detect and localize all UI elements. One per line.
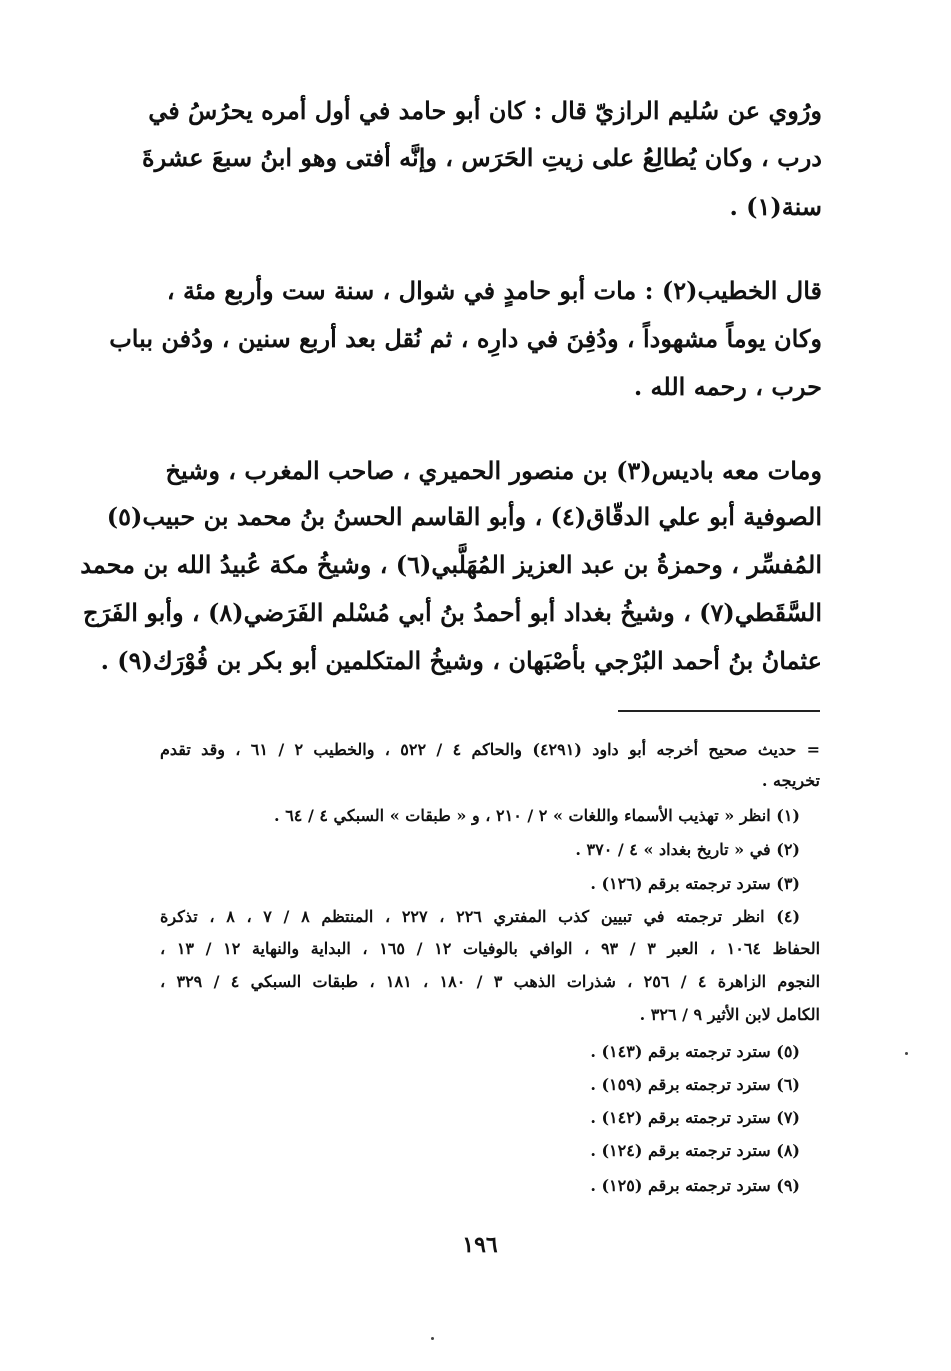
text-line: الصوفية أبو علي الدقّاق(٤) ، وأبو القاسم الحسنُ بنُ محمد بن حبيب(٥) <box>106 502 822 531</box>
text-line: وكان يوماً مشهوداً ، ودُفِنَ في دارِه ، ثم نُقل بعد أربع سنين ، ودُفن بباب <box>109 324 822 353</box>
text-line: السَّقَطي(٧) ، وشيخُ بغداد أبو أحمدُ بنُ أبي مُسْلم الفَرَضي(٨) ، وأبو الفَرَج <box>83 598 822 627</box>
footnote-line: تخريجه . <box>761 771 820 790</box>
footnote-line: (٣) سترد ترجمته برقم (١٢٦) . <box>590 874 800 893</box>
footnote-line: (٢) في « تاريخ بغداد » ٤ / ٣٧٠ . <box>575 840 800 859</box>
text-line: درب ، وكان يُطالِعُ على زيتِ الحَرَس ، وإنَّه أفتى وهو ابنُ سبعَ عشرةَ <box>142 143 822 172</box>
page-number: ١٩٦ <box>462 1232 498 1258</box>
footnote-line: النجوم الزاهرة ٤ / ٢٥٦ ، شذرات الذهب ٣ / ١٨٠ ، ١٨١ ، طبقات السبكي ٤ / ٣٢٩ ، <box>160 972 821 991</box>
text-line: قال الخطيب(٢) : مات أبو حامدٍ في شوال ، سنة ست وأربع مئة ، <box>166 276 822 305</box>
text-line: ورُوي عن سُليم الرازيّ قال : كان أبو حامد في أول أمره يحرُسُ في <box>148 96 822 125</box>
text-line: المُفسِّر ، وحمزةُ بن عبد العزيز المُهَلَّبي(٦) ، وشيخُ مكة عُبيدُ الله بن محمد <box>80 550 822 579</box>
footnote-line: (٨) سترد ترجمته برقم (١٢٤) . <box>590 1141 800 1160</box>
footnote-line: (٥) سترد ترجمته برقم (١٤٣) . <box>590 1042 800 1061</box>
text-line: عثمانُ بنُ أحمد البُرْجي بأصْبَهان ، وشيخُ المتكلمين أبو بكر بن فُوْرَك(٩) . <box>100 646 822 675</box>
scan-speck <box>431 1337 434 1340</box>
footnote-line: الحفاظ ١٠٦٤ ، العبر ٣ / ٩٣ ، الوافي بالوفيات ١٢ / ١٦٥ ، البداية والنهاية ١٢ / ١٣ ، <box>160 939 821 958</box>
footnote-line: (١) انظر « تهذيب الأسماء واللغات » ٢ / ٢١٠ ، و « طبقات » السبكي ٤ / ٦٤ . <box>274 806 800 825</box>
text-line: ومات معه باديس(٣) بن منصور الحميري ، صاحب المغرب ، وشيخ <box>165 456 822 485</box>
footnote-line: = حديث صحيح أخرجه أبو داود (٤٢٩١) والحاكم ٤ / ٥٢٢ ، والخطيب ٢ / ٦١ ، وقد تقدم <box>160 740 821 759</box>
text-line: حرب ، رحمه الله . <box>633 372 822 401</box>
footnote-line: الكامل لابن الأثير ٩ / ٣٢٦ . <box>639 1005 820 1024</box>
footnote-line: (٧) سترد ترجمته برقم (١٤٢) . <box>590 1108 800 1127</box>
footnote-line: (٤) انظر ترجمته في تبيين كذب المفتري ٢٢٦ ، ٢٢٧ ، المنتظم ٨ / ٧ ، ٨ ، تذكرة <box>160 907 801 926</box>
text-line: سنة(١) . <box>729 192 822 221</box>
footnote-line: (٦) سترد ترجمته برقم (١٥٩) . <box>590 1075 800 1094</box>
scan-speck <box>905 1052 908 1055</box>
footnote-divider <box>618 710 820 712</box>
footnote-line: (٩) سترد ترجمته برقم (١٢٥) . <box>590 1176 800 1195</box>
